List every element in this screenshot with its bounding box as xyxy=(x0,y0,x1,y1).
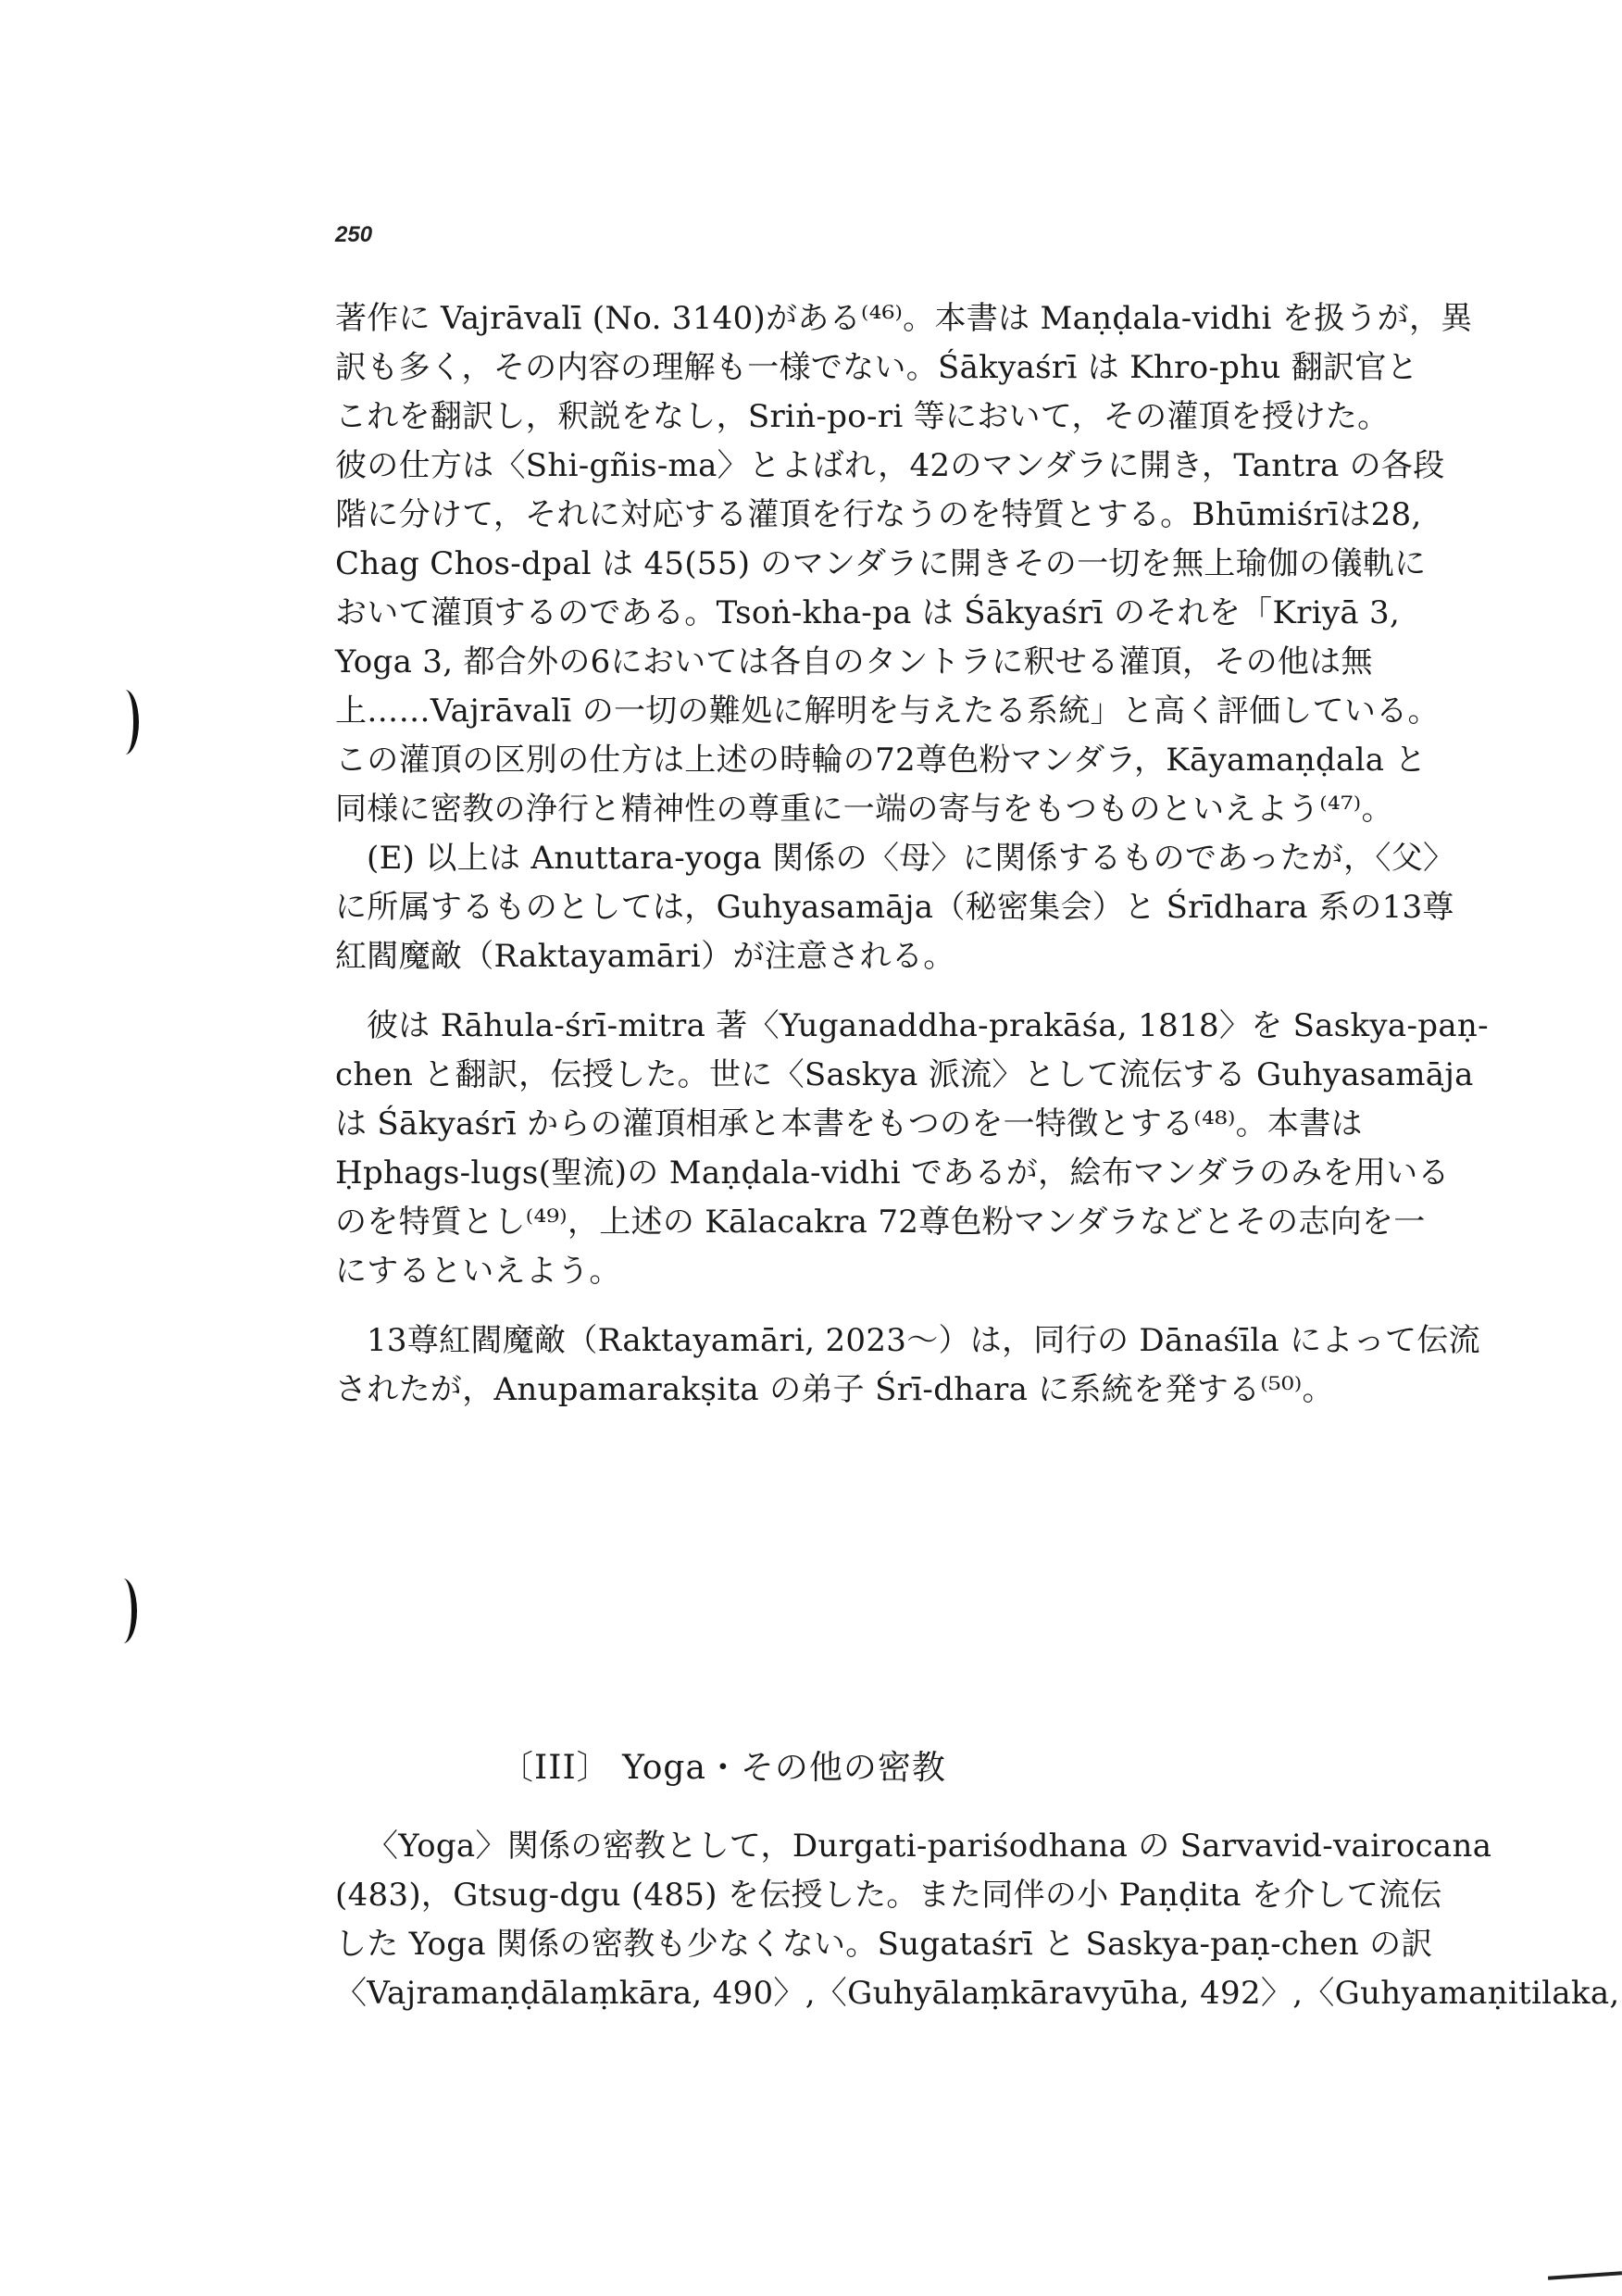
text-line: にするといえよう。 xyxy=(335,1253,621,1290)
text-line: 同様に密教の浄行と精神性の尊重に一端の寄与をもつものといえよう⁽⁴⁷⁾。 xyxy=(335,791,1393,828)
text-line: (483)，Gtsug-dgu (485) を伝授した。また同伴の小 Paṇḍita を介して流伝 xyxy=(335,1877,1442,1914)
text-line: 著作に Vajrāvalī (No. 3140)がある⁽⁴⁶⁾。本書は Maṇḍala-vidhi を扱うが，異 xyxy=(335,300,1473,337)
text-line: 紅閻魔敵（Raktayamāri）が注意される。 xyxy=(335,938,955,975)
text-line: は Śākyaśrī からの灌頂相承と本書をもつのを一特徴とする⁽⁴⁸⁾。本書は xyxy=(335,1105,1363,1142)
scan-edge-mark xyxy=(1548,2271,1622,2280)
text-line: この灌頂の区別の仕方は上述の時輪の72尊色粉マンダラ，Kāyamaṇḍala と xyxy=(335,742,1427,779)
binding-hole-mark xyxy=(111,690,139,755)
text-line: されたが，Anupamarakṣita の弟子 Śrī-dhara に系統を発する⁽⁵⁰⁾。 xyxy=(335,1371,1334,1408)
section-heading: 〔III〕 Yoga・その他の密教 xyxy=(500,1749,946,1787)
text-line: 上……Vajrāvalī の一切の難処に解明を与えたる系統」と高く評価している。 xyxy=(335,693,1440,730)
text-line: 階に分けて，それに対応する灌頂を行なうのを特質とする。Bhūmiśrīは28, xyxy=(335,496,1422,533)
text-line: これを翻訳し，釈説をなし，Sriṅ-po-ri 等において，その灌頂を授けた。 xyxy=(335,398,1390,435)
text-line: 〈Yoga〉関係の密教として，Durgati-pariśodhana の Sarvavid-vairocana xyxy=(367,1828,1492,1865)
text-line: 彼の仕方は〈Shi-gñis-ma〉とよばれ，42のマンダラに開き，Tantra の各段 xyxy=(335,447,1445,484)
text-line: 13尊紅閻魔敵（Raktayamāri, 2023～）は，同行の Dānaśīla によって伝流 xyxy=(367,1322,1480,1359)
text-line: Yoga 3, 都合外の6においては各自のタントラに釈せる灌頂，その他は無 xyxy=(335,643,1373,680)
text-line: に所属するものとしては，Guhyasamāja（秘密集会）と Śrīdhara 系の13尊 xyxy=(335,889,1454,926)
text-line: 彼は Rāhula-śrī-mitra 著〈Yuganaddha-prakāśa, 1818〉を Saskya-paṇ- xyxy=(367,1007,1489,1044)
text-line: chen と翻訳，伝授した。世に〈Saskya 派流〉として流伝する Guhyasamāja xyxy=(335,1056,1474,1093)
text-line: 〈Vajramaṇḍālaṃkāra, 490〉,〈Guhyālaṃkāravyūha, 492〉,〈Guhyamaṇitilaka, xyxy=(335,1975,1620,2012)
text-line: のを特質とし⁽⁴⁹⁾，上述の Kālacakra 72尊色粉マンダラなどとその志向を一 xyxy=(335,1204,1426,1241)
text-line: (E) 以上は Anuttara-yoga 関係の〈母〉に関係するものであったが，〈父〉 xyxy=(367,840,1455,877)
text-line: Ḥphags-lugs(聖流)の Maṇḍala-vidhi であるが，絵布マンダラのみを用いる xyxy=(335,1154,1450,1192)
text-line: した Yoga 関係の密教も少なくない。Sugataśrī と Saskya-paṇ-chen の訳 xyxy=(335,1926,1433,1963)
page-number: 250 xyxy=(335,222,373,247)
main-text-block xyxy=(335,294,1489,1415)
text-line: Chag Chos-dpal は 45(55) のマンダラに開きその一切を無上瑜伽の儀軌に xyxy=(335,545,1427,582)
text-line: おいて灌頂するのである。Tsoṅ-kha-pa は Śākyaśrī のそれを「Kriyā 3, xyxy=(335,594,1401,631)
binding-hole-mark xyxy=(109,1578,137,1643)
section-text-block xyxy=(335,1822,1620,2018)
text-line: 訳も多く，その内容の理解も一様でない。Śākyaśrī は Khro-phu 翻訳官と xyxy=(335,349,1418,386)
